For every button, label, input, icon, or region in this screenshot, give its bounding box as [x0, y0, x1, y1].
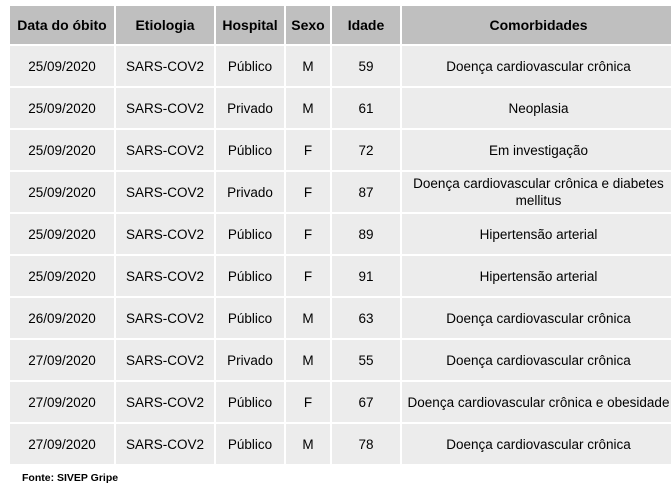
- cell-hospital: Público: [216, 382, 284, 422]
- cell-etiology: SARS-COV2: [116, 130, 214, 170]
- cell-etiology: SARS-COV2: [116, 46, 214, 86]
- cell-sex: M: [286, 424, 330, 464]
- cell-etiology: SARS-COV2: [116, 298, 214, 338]
- cell-comorbidities: Neoplasia: [402, 88, 671, 128]
- cell-sex: F: [286, 256, 330, 296]
- cell-hospital: Público: [216, 214, 284, 254]
- cell-sex: M: [286, 298, 330, 338]
- table-row: [10, 382, 671, 422]
- table-row: [10, 298, 671, 338]
- table-row: [10, 340, 671, 380]
- cell-etiology: SARS-COV2: [116, 424, 214, 464]
- cell-date: 26/09/2020: [10, 298, 114, 338]
- table-body: [10, 46, 671, 464]
- cell-sex: F: [286, 214, 330, 254]
- header-hospital: Hospital: [216, 6, 284, 44]
- source-note: Fonte: SIVEP Gripe: [22, 472, 119, 484]
- cell-age: 67: [332, 382, 400, 422]
- cell-comorbidities: Em investigação: [402, 130, 671, 170]
- cell-hospital: Privado: [216, 88, 284, 128]
- cell-sex: M: [286, 46, 330, 86]
- table-row: [10, 256, 671, 296]
- header-sex: Sexo: [286, 6, 330, 44]
- cell-date: 25/09/2020: [10, 172, 114, 212]
- cell-comorbidities: Doença cardiovascular crônica: [402, 298, 671, 338]
- cell-comorbidities: Doença cardiovascular crônica e obesidade: [402, 382, 671, 422]
- cell-comorbidities: Doença cardiovascular crônica e diabetes mellitus: [402, 172, 671, 212]
- cell-age: 72: [332, 130, 400, 170]
- cell-hospital: Público: [216, 424, 284, 464]
- cell-hospital: Público: [216, 298, 284, 338]
- header-row: [10, 6, 671, 44]
- cell-hospital: Público: [216, 256, 284, 296]
- cell-date: 25/09/2020: [10, 46, 114, 86]
- cell-hospital: Privado: [216, 172, 284, 212]
- table-row: [10, 88, 671, 128]
- cell-date: 27/09/2020: [10, 340, 114, 380]
- table-row: [10, 172, 671, 212]
- cell-date: 25/09/2020: [10, 130, 114, 170]
- cell-age: 87: [332, 172, 400, 212]
- table-row: [10, 46, 671, 86]
- cell-date: 25/09/2020: [10, 214, 114, 254]
- cell-age: 59: [332, 46, 400, 86]
- deaths-table: [8, 4, 671, 466]
- cell-age: 91: [332, 256, 400, 296]
- cell-sex: M: [286, 88, 330, 128]
- cell-etiology: SARS-COV2: [116, 214, 214, 254]
- cell-comorbidities: Doença cardiovascular crônica: [402, 46, 671, 86]
- cell-hospital: Privado: [216, 340, 284, 380]
- cell-age: 89: [332, 214, 400, 254]
- cell-sex: M: [286, 340, 330, 380]
- header-age: Idade: [332, 6, 400, 44]
- header-etiology: Etiologia: [116, 6, 214, 44]
- cell-comorbidities: Hipertensão arterial: [402, 214, 671, 254]
- cell-age: 78: [332, 424, 400, 464]
- cell-age: 61: [332, 88, 400, 128]
- cell-sex: F: [286, 130, 330, 170]
- cell-etiology: SARS-COV2: [116, 88, 214, 128]
- cell-date: 27/09/2020: [10, 424, 114, 464]
- cell-hospital: Público: [216, 130, 284, 170]
- table-row: [10, 130, 671, 170]
- cell-etiology: SARS-COV2: [116, 256, 214, 296]
- table-row: [10, 214, 671, 254]
- cell-hospital: Público: [216, 46, 284, 86]
- cell-date: 25/09/2020: [10, 88, 114, 128]
- cell-comorbidities: Hipertensão arterial: [402, 256, 671, 296]
- header-comorbidities: Comorbidades: [402, 6, 671, 44]
- cell-date: 25/09/2020: [10, 256, 114, 296]
- cell-etiology: SARS-COV2: [116, 172, 214, 212]
- deaths-table-container: [8, 4, 669, 466]
- header-date: Data do óbito: [10, 6, 114, 44]
- cell-age: 55: [332, 340, 400, 380]
- cell-etiology: SARS-COV2: [116, 340, 214, 380]
- cell-etiology: SARS-COV2: [116, 382, 214, 422]
- cell-age: 63: [332, 298, 400, 338]
- cell-comorbidities: Doença cardiovascular crônica: [402, 340, 671, 380]
- cell-sex: F: [286, 382, 330, 422]
- cell-comorbidities: Doença cardiovascular crônica: [402, 424, 671, 464]
- cell-sex: F: [286, 172, 330, 212]
- table-row: [10, 424, 671, 464]
- cell-date: 27/09/2020: [10, 382, 114, 422]
